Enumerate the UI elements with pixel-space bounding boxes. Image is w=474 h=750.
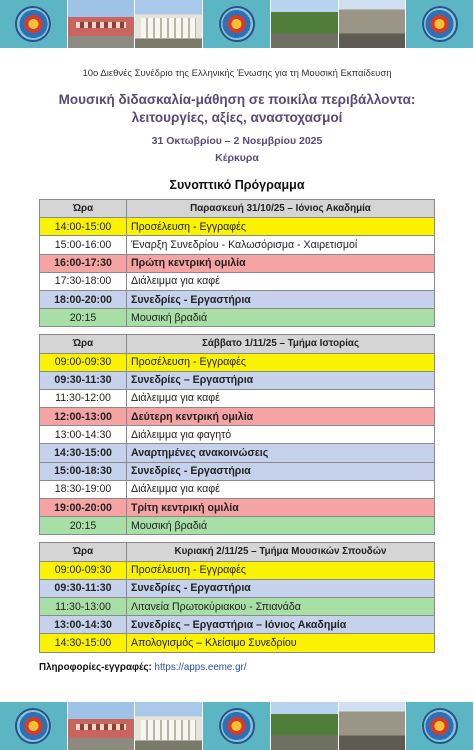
time-column-header: Ώρα [40,200,127,218]
schedule-row [40,616,435,634]
registration-link[interactable]: https://apps.eeme.gr/ [154,662,247,673]
session-time: 18:30-19:00 [40,480,127,498]
session-description: Συνεδρίες – Εργαστήρια [127,371,435,389]
session-time: 09:00-09:30 [40,353,127,371]
schedule-row [40,254,435,272]
session-time: 09:30-11:30 [40,371,127,389]
info-label: Πληροφορίες-εγγραφές: [39,662,152,673]
schedule-row [40,371,435,389]
session-time: 15:00-18:30 [40,462,127,480]
schedule-row [40,426,435,444]
schedule-row [40,408,435,426]
session-description: Προσέλευση - Εγγραφές [127,353,435,371]
session-time: 13:00-14:30 [40,616,127,634]
trees-photo [271,702,339,750]
day-title: Σάββατο 1/11/25 – Τμήμα Ιστορίας [127,335,435,353]
day-header-row [40,200,435,218]
session-description: Προσέλευση - Εγγραφές [127,218,435,236]
schedule-row [40,561,435,579]
schedule-row [40,353,435,371]
day-title: Κυριακή 2/11/25 – Τμήμα Μουσικών Σπουδών [127,543,435,561]
program-title: Συνοπτικό Πρόγραμμα [169,178,305,192]
schedule-row [40,272,435,290]
session-description: Λιτανεία Πρωτοκύριακου - Σπιανάδα [127,597,435,615]
session-time: 11:30-12:00 [40,389,127,407]
session-description: Δεύτερη κεντρική ομιλία [127,408,435,426]
schedule-row [40,218,435,236]
session-description: Έναρξη Συνεδρίου - Καλωσόρισμα - Χαιρετισμοί [127,236,435,254]
session-time: 18:00-20:00 [40,290,127,308]
session-description: Διάλειμμα για καφέ [127,272,435,290]
day-separator [40,535,435,543]
schedule-row [40,389,435,407]
schedule-row [40,517,435,535]
session-description: Μουσική βραδιά [127,517,435,535]
session-time: 13:00-14:30 [40,426,127,444]
bottom-photo-banner [0,702,474,750]
session-description: Απολογισμός – Κλείσιμο Συνεδρίου [127,634,435,652]
schedule-row [40,480,435,498]
session-description: Τρίτη κεντρική ομιλία [127,499,435,517]
time-column-header: Ώρα [40,543,127,561]
session-time: 15:00-16:00 [40,236,127,254]
schedule-row [40,462,435,480]
session-description: Διάλειμμα για καφέ [127,389,435,407]
schedule-row [40,290,435,308]
schedule-row [40,444,435,462]
session-time: 16:00-17:30 [40,254,127,272]
day-header-row [40,335,435,353]
session-description: Διάλειμμα για φαγητό [127,426,435,444]
palace-photo [135,702,203,750]
schedule-row [40,597,435,615]
session-description: Διάλειμμα για καφέ [127,480,435,498]
schedule-row [40,634,435,652]
top-photo-banner [0,0,474,48]
trees-photo [271,0,339,48]
session-time: 09:30-11:30 [40,579,127,597]
session-description: Συνεδρίες – Εργαστήρια – Ιόνιος Ακαδημία [127,616,435,634]
conference-title-line-2: λειτουργίες, αξίες, αναστοχασμοί [131,110,343,125]
eeme-logo-icon [406,702,474,750]
eeme-logo-icon [0,0,68,48]
palace-photo [135,0,203,48]
building-photo [68,702,136,750]
day-separator [40,327,435,335]
session-description: Μουσική βραδιά [127,309,435,327]
eeme-logo-icon [203,702,271,750]
street-photo [339,0,407,48]
session-time: 09:00-09:30 [40,561,127,579]
conference-dates: 31 Οκτωβρίου – 2 Νοεμβρίου 2025 [151,135,323,147]
session-time: 14:30-15:00 [40,634,127,652]
street-photo [339,702,407,750]
session-description: Προσέλευση - Εγγραφές [127,561,435,579]
conference-title-line-1: Μουσική διδασκαλία-μάθηση σε ποικίλα περιβάλλοντα: [58,92,416,107]
session-time: 14:30-15:00 [40,444,127,462]
time-column-header: Ώρα [40,335,127,353]
schedule-row [40,236,435,254]
info-line [39,662,247,673]
building-photo [68,0,136,48]
schedule-row [40,499,435,517]
session-time: 12:00-13:00 [40,408,127,426]
session-description: Πρώτη κεντρική ομιλία [127,254,435,272]
day-header-row [40,543,435,561]
session-time: 20:15 [40,517,127,535]
day-title: Παρασκευή 31/10/25 – Ιόνιος Ακαδημία [127,200,435,218]
session-time: 11:30-13:00 [40,597,127,615]
session-time: 19:00-20:00 [40,499,127,517]
session-description: Συνεδρίες - Εργαστήρια [127,462,435,480]
session-time: 14:00-15:00 [40,218,127,236]
eeme-logo-icon [406,0,474,48]
session-time: 17:30-18:00 [40,272,127,290]
eeme-logo-icon [0,702,68,750]
conference-city: Κέρκυρα [215,152,259,164]
session-description: Αναρτημένες ανακοινώσεις [127,444,435,462]
schedule-row [40,309,435,327]
schedule-row [40,579,435,597]
session-time: 20:15 [40,309,127,327]
schedule-table [39,199,435,653]
conference-name: 10ο Διεθνές Συνέδριο της Ελληνικής Ένωσης για τη Μουσική Εκπαίδευση [82,68,392,79]
session-description: Συνεδρίες - Εργαστήρια [127,579,435,597]
session-description: Συνεδρίες - Εργαστήρια [127,290,435,308]
eeme-logo-icon [203,0,271,48]
